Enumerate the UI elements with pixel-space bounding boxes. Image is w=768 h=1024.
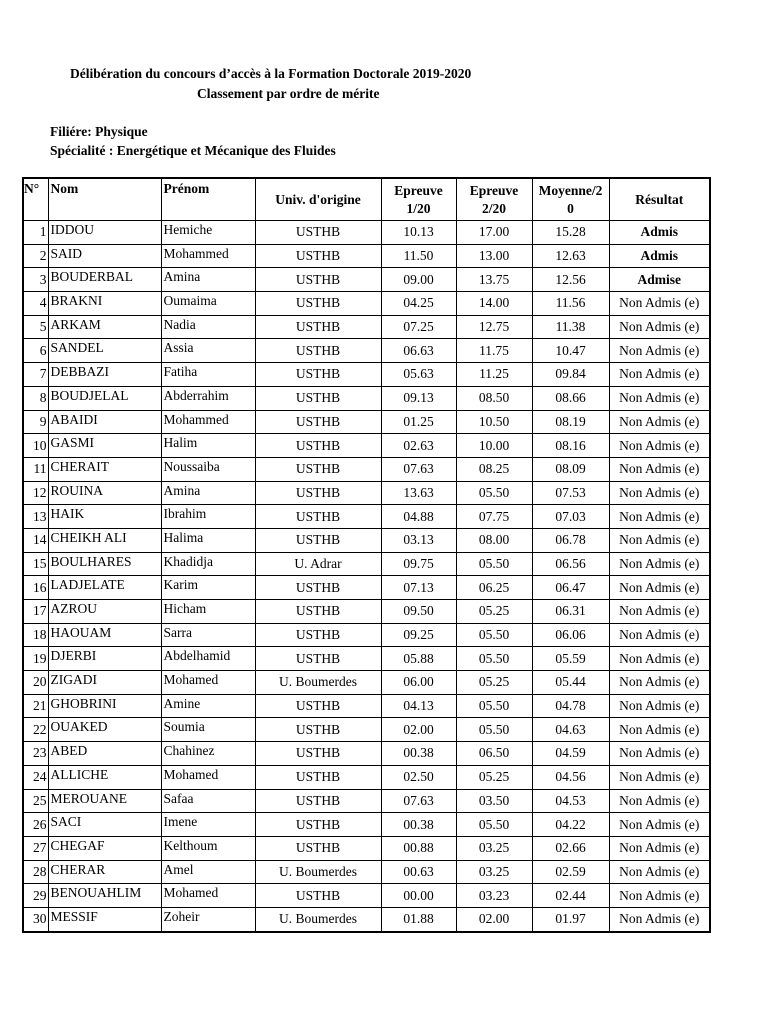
cell-epreuve2: 17.00: [456, 221, 532, 245]
cell-univ: USTHB: [255, 742, 381, 766]
cell-num: 28: [23, 860, 48, 884]
cell-nom: ABED: [48, 742, 161, 766]
cell-epreuve2: 13.75: [456, 268, 532, 292]
cell-resultat: Non Admis (e): [609, 765, 710, 789]
cell-resultat: Non Admis (e): [609, 907, 710, 931]
table-row: [23, 410, 710, 434]
cell-prenom: Zoheir: [161, 907, 255, 931]
col-header-epreuve2: [456, 178, 532, 221]
cell-univ: USTHB: [255, 647, 381, 671]
cell-num: 24: [23, 765, 48, 789]
cell-prenom: Nadia: [161, 315, 255, 339]
cell-epreuve1: 09.50: [381, 600, 456, 624]
cell-nom: ARKAM: [48, 315, 161, 339]
col-header-resultat: Résultat: [609, 178, 710, 221]
cell-resultat: Non Admis (e): [609, 742, 710, 766]
cell-epreuve2: 05.50: [456, 552, 532, 576]
cell-epreuve1: 00.00: [381, 884, 456, 908]
cell-prenom: Halima: [161, 528, 255, 552]
cell-resultat: Admise: [609, 268, 710, 292]
col-header-moyenne-line1: Moyenne/2: [538, 182, 603, 198]
cell-epreuve2: 08.50: [456, 386, 532, 410]
cell-univ: USTHB: [255, 315, 381, 339]
cell-prenom: Oumaima: [161, 292, 255, 316]
cell-epreuve1: 06.63: [381, 339, 456, 363]
cell-moyenne: 15.28: [532, 221, 609, 245]
cell-prenom: Amina: [161, 481, 255, 505]
cell-prenom: Halim: [161, 434, 255, 458]
cell-epreuve2: 11.25: [456, 363, 532, 387]
cell-moyenne: 11.38: [532, 315, 609, 339]
cell-epreuve2: 05.50: [456, 481, 532, 505]
cell-num: 7: [23, 363, 48, 387]
cell-nom: CHEGAF: [48, 836, 161, 860]
cell-epreuve2: 03.25: [456, 860, 532, 884]
table-row: [23, 647, 710, 671]
cell-nom: ROUINA: [48, 481, 161, 505]
table-row: [23, 315, 710, 339]
cell-epreuve2: 05.25: [456, 600, 532, 624]
cell-nom: BOULHARES: [48, 552, 161, 576]
col-header-epreuve2-line2: 2/20: [481, 200, 506, 216]
cell-epreuve1: 00.63: [381, 860, 456, 884]
cell-univ: USTHB: [255, 718, 381, 742]
cell-epreuve2: 05.50: [456, 623, 532, 647]
cell-num: 19: [23, 647, 48, 671]
specialite-label: Spécialité : Energétique et Mécanique des Fluides: [50, 143, 336, 158]
cell-epreuve2: 10.00: [456, 434, 532, 458]
cell-nom: CHERAIT: [48, 457, 161, 481]
cell-epreuve2: 05.50: [456, 647, 532, 671]
cell-moyenne: 06.78: [532, 528, 609, 552]
table-row: [23, 765, 710, 789]
cell-epreuve1: 07.63: [381, 457, 456, 481]
cell-resultat: Non Admis (e): [609, 363, 710, 387]
cell-moyenne: 04.78: [532, 694, 609, 718]
cell-epreuve1: 06.00: [381, 671, 456, 695]
cell-num: 26: [23, 813, 48, 837]
cell-nom: ALLICHE: [48, 765, 161, 789]
cell-prenom: Amina: [161, 268, 255, 292]
cell-moyenne: 07.03: [532, 505, 609, 529]
table-row: [23, 221, 710, 245]
cell-moyenne: 09.84: [532, 363, 609, 387]
cell-resultat: Non Admis (e): [609, 434, 710, 458]
cell-epreuve1: 07.25: [381, 315, 456, 339]
table-row: [23, 481, 710, 505]
table-row: [23, 434, 710, 458]
table-row: [23, 836, 710, 860]
cell-nom: GHOBRINI: [48, 694, 161, 718]
cell-num: 6: [23, 339, 48, 363]
cell-resultat: Non Admis (e): [609, 600, 710, 624]
cell-prenom: Mohammed: [161, 410, 255, 434]
table-row: [23, 363, 710, 387]
cell-moyenne: 08.66: [532, 386, 609, 410]
cell-num: 30: [23, 907, 48, 931]
cell-univ: USTHB: [255, 268, 381, 292]
cell-nom: OUAKED: [48, 718, 161, 742]
cell-epreuve1: 10.13: [381, 221, 456, 245]
cell-moyenne: 04.22: [532, 813, 609, 837]
cell-num: 29: [23, 884, 48, 908]
table-row: [23, 860, 710, 884]
cell-epreuve2: 03.50: [456, 789, 532, 813]
cell-moyenne: 02.44: [532, 884, 609, 908]
cell-prenom: Khadidja: [161, 552, 255, 576]
cell-resultat: Admis: [609, 244, 710, 268]
cell-epreuve1: 07.63: [381, 789, 456, 813]
cell-resultat: Non Admis (e): [609, 481, 710, 505]
cell-nom: CHERAR: [48, 860, 161, 884]
cell-univ: USTHB: [255, 813, 381, 837]
cell-moyenne: 10.47: [532, 339, 609, 363]
cell-epreuve1: 04.88: [381, 505, 456, 529]
cell-nom: BRAKNI: [48, 292, 161, 316]
cell-num: 15: [23, 552, 48, 576]
cell-epreuve1: 09.75: [381, 552, 456, 576]
cell-moyenne: 02.59: [532, 860, 609, 884]
cell-epreuve2: 05.25: [456, 671, 532, 695]
cell-epreuve2: 02.00: [456, 907, 532, 931]
cell-univ: USTHB: [255, 339, 381, 363]
col-header-prenom: Prénom: [161, 178, 255, 221]
cell-prenom: Soumia: [161, 718, 255, 742]
cell-moyenne: 06.56: [532, 552, 609, 576]
cell-epreuve1: 00.88: [381, 836, 456, 860]
cell-epreuve1: 09.13: [381, 386, 456, 410]
table-row: [23, 789, 710, 813]
cell-moyenne: 02.66: [532, 836, 609, 860]
cell-prenom: Mohamed: [161, 671, 255, 695]
cell-epreuve1: 05.88: [381, 647, 456, 671]
cell-epreuve2: 07.75: [456, 505, 532, 529]
cell-resultat: Non Admis (e): [609, 505, 710, 529]
cell-epreuve2: 03.25: [456, 836, 532, 860]
cell-univ: USTHB: [255, 576, 381, 600]
table-row: [23, 339, 710, 363]
cell-epreuve1: 04.25: [381, 292, 456, 316]
table-row: [23, 505, 710, 529]
cell-num: 18: [23, 623, 48, 647]
cell-univ: USTHB: [255, 623, 381, 647]
table-row: [23, 623, 710, 647]
cell-num: 11: [23, 457, 48, 481]
cell-num: 22: [23, 718, 48, 742]
table-row: [23, 813, 710, 837]
cell-nom: BENOUAHLIM: [48, 884, 161, 908]
cell-univ: USTHB: [255, 292, 381, 316]
cell-prenom: Noussaiba: [161, 457, 255, 481]
cell-univ: USTHB: [255, 836, 381, 860]
cell-resultat: Non Admis (e): [609, 410, 710, 434]
cell-epreuve2: 06.25: [456, 576, 532, 600]
cell-moyenne: 08.09: [532, 457, 609, 481]
table-row: [23, 552, 710, 576]
cell-epreuve1: 04.13: [381, 694, 456, 718]
cell-epreuve2: 05.50: [456, 694, 532, 718]
cell-univ: U. Adrar: [255, 552, 381, 576]
col-header-moyenne: [532, 178, 609, 221]
cell-nom: MEROUANE: [48, 789, 161, 813]
cell-resultat: Non Admis (e): [609, 813, 710, 837]
table-row: [23, 907, 710, 931]
cell-nom: SANDEL: [48, 339, 161, 363]
cell-epreuve1: 02.00: [381, 718, 456, 742]
cell-prenom: Mohammed: [161, 244, 255, 268]
cell-resultat: Non Admis (e): [609, 339, 710, 363]
table-row: [23, 268, 710, 292]
cell-resultat: Non Admis (e): [609, 457, 710, 481]
table-row: [23, 244, 710, 268]
cell-moyenne: 08.19: [532, 410, 609, 434]
cell-resultat: Non Admis (e): [609, 315, 710, 339]
cell-num: 23: [23, 742, 48, 766]
cell-nom: DEBBAZI: [48, 363, 161, 387]
results-table: [22, 177, 711, 933]
cell-prenom: Amel: [161, 860, 255, 884]
cell-epreuve2: 12.75: [456, 315, 532, 339]
cell-epreuve2: 08.00: [456, 528, 532, 552]
cell-moyenne: 06.06: [532, 623, 609, 647]
cell-prenom: Amine: [161, 694, 255, 718]
cell-epreuve1: 01.88: [381, 907, 456, 931]
cell-epreuve2: 05.25: [456, 765, 532, 789]
cell-nom: ABAIDI: [48, 410, 161, 434]
cell-nom: HAOUAM: [48, 623, 161, 647]
cell-epreuve1: 01.25: [381, 410, 456, 434]
cell-moyenne: 04.63: [532, 718, 609, 742]
cell-epreuve1: 03.13: [381, 528, 456, 552]
cell-epreuve1: 07.13: [381, 576, 456, 600]
cell-num: 14: [23, 528, 48, 552]
cell-moyenne: 01.97: [532, 907, 609, 931]
cell-resultat: Admis: [609, 221, 710, 245]
cell-prenom: Imene: [161, 813, 255, 837]
cell-prenom: Safaa: [161, 789, 255, 813]
table-header-row: [23, 178, 710, 221]
cell-num: 4: [23, 292, 48, 316]
cell-resultat: Non Admis (e): [609, 623, 710, 647]
cell-nom: SACI: [48, 813, 161, 837]
cell-resultat: Non Admis (e): [609, 292, 710, 316]
cell-epreuve2: 05.50: [456, 813, 532, 837]
cell-univ: U. Boumerdes: [255, 907, 381, 931]
cell-resultat: Non Admis (e): [609, 884, 710, 908]
cell-epreuve1: 00.38: [381, 742, 456, 766]
cell-moyenne: 06.31: [532, 600, 609, 624]
cell-prenom: Hemiche: [161, 221, 255, 245]
cell-moyenne: 12.63: [532, 244, 609, 268]
cell-resultat: Non Admis (e): [609, 528, 710, 552]
cell-nom: IDDOU: [48, 221, 161, 245]
table-row: [23, 576, 710, 600]
cell-univ: USTHB: [255, 244, 381, 268]
cell-resultat: Non Admis (e): [609, 694, 710, 718]
cell-num: 1: [23, 221, 48, 245]
cell-univ: USTHB: [255, 765, 381, 789]
cell-num: 8: [23, 386, 48, 410]
col-header-num: N°: [23, 178, 48, 221]
cell-epreuve2: 11.75: [456, 339, 532, 363]
cell-nom: LADJELATE: [48, 576, 161, 600]
cell-nom: MESSIF: [48, 907, 161, 931]
cell-nom: GASMI: [48, 434, 161, 458]
cell-prenom: Kelthoum: [161, 836, 255, 860]
cell-moyenne: 05.44: [532, 671, 609, 695]
cell-prenom: Abderrahim: [161, 386, 255, 410]
cell-num: 13: [23, 505, 48, 529]
cell-nom: HAIK: [48, 505, 161, 529]
cell-resultat: Non Admis (e): [609, 836, 710, 860]
table-row: [23, 600, 710, 624]
cell-epreuve2: 13.00: [456, 244, 532, 268]
cell-num: 20: [23, 671, 48, 695]
cell-univ: USTHB: [255, 528, 381, 552]
cell-prenom: Hicham: [161, 600, 255, 624]
cell-epreuve1: 13.63: [381, 481, 456, 505]
cell-epreuve1: 00.38: [381, 813, 456, 837]
table-row: [23, 718, 710, 742]
cell-univ: USTHB: [255, 481, 381, 505]
cell-num: 27: [23, 836, 48, 860]
document-subtitle: Classement par ordre de mérite: [197, 86, 380, 101]
cell-prenom: Assia: [161, 339, 255, 363]
table-row: [23, 292, 710, 316]
cell-univ: USTHB: [255, 600, 381, 624]
col-header-epreuve1: [381, 178, 456, 221]
cell-nom: BOUDJELAL: [48, 386, 161, 410]
cell-moyenne: 11.56: [532, 292, 609, 316]
cell-resultat: Non Admis (e): [609, 671, 710, 695]
cell-epreuve1: 09.25: [381, 623, 456, 647]
cell-univ: USTHB: [255, 386, 381, 410]
cell-epreuve2: 06.50: [456, 742, 532, 766]
col-header-epreuve1-line1: Epreuve: [394, 182, 443, 198]
document-title: Délibération du concours d’accès à la Formation Doctorale 2019-2020: [70, 66, 472, 81]
cell-num: 16: [23, 576, 48, 600]
cell-univ: USTHB: [255, 457, 381, 481]
table-row: [23, 884, 710, 908]
cell-num: 25: [23, 789, 48, 813]
table-row: [23, 694, 710, 718]
col-header-epreuve2-line1: Epreuve: [469, 182, 519, 198]
cell-nom: AZROU: [48, 600, 161, 624]
col-header-epreuve1-line2: 1/20: [406, 200, 431, 216]
cell-moyenne: 05.59: [532, 647, 609, 671]
cell-epreuve2: 10.50: [456, 410, 532, 434]
cell-epreuve2: 08.25: [456, 457, 532, 481]
cell-epreuve1: 02.63: [381, 434, 456, 458]
cell-prenom: Abdelhamid: [161, 647, 255, 671]
cell-epreuve2: 05.50: [456, 718, 532, 742]
table-row: [23, 386, 710, 410]
cell-num: 2: [23, 244, 48, 268]
cell-univ: USTHB: [255, 434, 381, 458]
cell-resultat: Non Admis (e): [609, 860, 710, 884]
cell-univ: USTHB: [255, 363, 381, 387]
cell-prenom: Mohamed: [161, 765, 255, 789]
cell-num: 3: [23, 268, 48, 292]
filiere-label: Filiére: Physique: [50, 124, 148, 139]
cell-moyenne: 07.53: [532, 481, 609, 505]
cell-univ: USTHB: [255, 694, 381, 718]
table-row: [23, 457, 710, 481]
cell-univ: USTHB: [255, 884, 381, 908]
cell-nom: DJERBI: [48, 647, 161, 671]
cell-resultat: Non Admis (e): [609, 576, 710, 600]
cell-epreuve1: 02.50: [381, 765, 456, 789]
cell-nom: BOUDERBAL: [48, 268, 161, 292]
cell-prenom: Karim: [161, 576, 255, 600]
cell-univ: U. Boumerdes: [255, 671, 381, 695]
cell-nom: SAID: [48, 244, 161, 268]
cell-num: 9: [23, 410, 48, 434]
cell-num: 21: [23, 694, 48, 718]
cell-moyenne: 08.16: [532, 434, 609, 458]
table-body: [23, 221, 710, 932]
cell-moyenne: 12.56: [532, 268, 609, 292]
cell-num: 12: [23, 481, 48, 505]
cell-epreuve1: 11.50: [381, 244, 456, 268]
cell-univ: USTHB: [255, 789, 381, 813]
cell-moyenne: 04.56: [532, 765, 609, 789]
table-row: [23, 528, 710, 552]
cell-epreuve1: 05.63: [381, 363, 456, 387]
cell-moyenne: 06.47: [532, 576, 609, 600]
cell-moyenne: 04.59: [532, 742, 609, 766]
col-header-moyenne-line2: 0: [567, 200, 574, 216]
cell-prenom: Chahinez: [161, 742, 255, 766]
cell-prenom: Fatiha: [161, 363, 255, 387]
cell-univ: U. Boumerdes: [255, 860, 381, 884]
cell-resultat: Non Admis (e): [609, 386, 710, 410]
cell-nom: CHEIKH ALI: [48, 528, 161, 552]
col-header-univ: Univ. d'origine: [255, 178, 381, 221]
cell-univ: USTHB: [255, 221, 381, 245]
table-row: [23, 742, 710, 766]
col-header-nom: Nom: [48, 178, 161, 221]
cell-moyenne: 04.53: [532, 789, 609, 813]
cell-num: 17: [23, 600, 48, 624]
cell-resultat: Non Admis (e): [609, 552, 710, 576]
cell-resultat: Non Admis (e): [609, 789, 710, 813]
cell-prenom: Ibrahim: [161, 505, 255, 529]
cell-nom: ZIGADI: [48, 671, 161, 695]
cell-prenom: Sarra: [161, 623, 255, 647]
cell-num: 5: [23, 315, 48, 339]
table-row: [23, 671, 710, 695]
cell-num: 10: [23, 434, 48, 458]
cell-epreuve1: 09.00: [381, 268, 456, 292]
cell-prenom: Mohamed: [161, 884, 255, 908]
cell-univ: USTHB: [255, 505, 381, 529]
cell-univ: USTHB: [255, 410, 381, 434]
cell-epreuve2: 14.00: [456, 292, 532, 316]
cell-resultat: Non Admis (e): [609, 647, 710, 671]
cell-resultat: Non Admis (e): [609, 718, 710, 742]
cell-epreuve2: 03.23: [456, 884, 532, 908]
